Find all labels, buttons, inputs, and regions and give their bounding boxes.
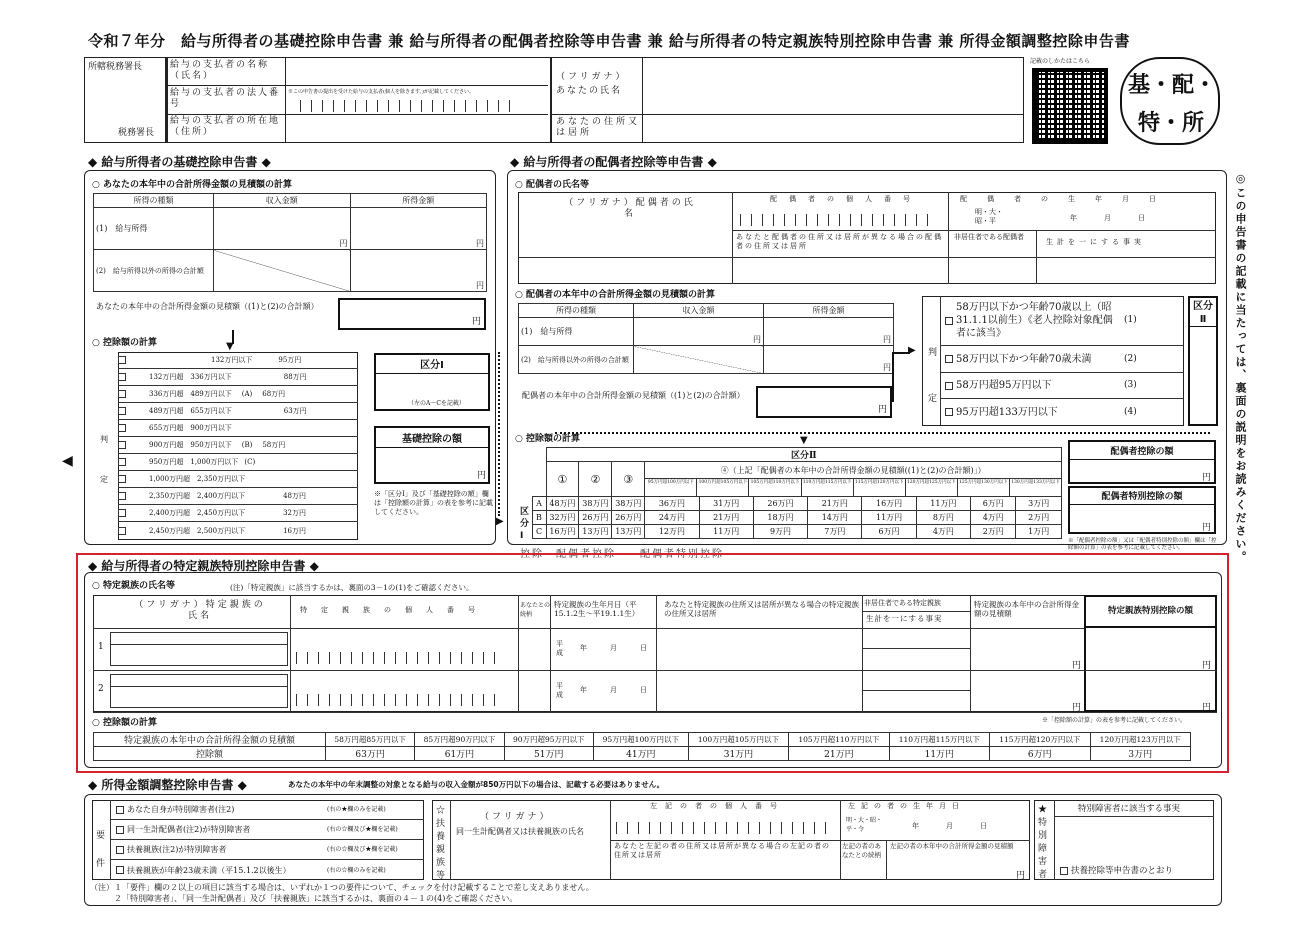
yen-unit: 円 [1202,661,1212,671]
adjust-same-as[interactable] [1060,866,1173,877]
col4-label: ④（上記「配偶者の本年中の合計所得金額の見積額((1)と(2)の合計額)」） [645,462,1061,479]
salary-income-field[interactable] [214,208,351,250]
matrix-subcol: 125万円超130万円以下 [958,479,1010,496]
range-row[interactable]: 489万円超 655万円以下 63万円 [118,403,358,420]
adjust-note1: （注）１「要件」欄の２以上の項目に該当する場合は、いずれか１つの要件について、チェックを付け記載することで差し支えありません。 [90,883,594,892]
relative-table-label: 特定親族の本年中の合計所得金額の見積額 [94,733,326,747]
relative-era: 平成 [556,682,563,699]
adjust-fact-label: 特別障害者に該当する事実 [1078,804,1181,814]
spouse-option[interactable]: 58万円超95万円以下 (3) [940,373,1184,399]
yen-unit: 円 [1202,523,1212,533]
spouse-nonresident-label: 非居住者である配偶者 [954,233,1024,241]
other-income-blank [214,250,351,292]
relative-range-cell: 95万円超100万円以下 [593,733,688,747]
yen-unit: 円 [477,471,487,481]
basic-income-table [93,193,487,292]
payer-number-note: ※この申告書の提出を受けた給与の支払者(個人を除きます。)が記載してください。 [288,89,475,95]
matrix-bottom-row: 控除 配偶者控除 配偶者特別控除 [520,549,724,560]
matrix-cell: 2万円 [1016,511,1062,525]
adjust-mynumber-label: 左記の者の個人番号 [650,802,785,810]
relative-range-cell: 100万円超105万円以下 [688,733,788,747]
matrix-cell: 21万円 [699,511,753,525]
form-title: 令和７年分 給与所得者の基礎控除申告書 兼 給与所得者の配偶者控除等申告書 兼 給与所得者の特定親族特別控除申告書 兼 所得金額調整控除申告書 [88,32,1130,50]
spouse-salary-amount[interactable] [764,318,894,346]
spouse-option[interactable]: 95万円超133万円以下 (4) [940,399,1184,425]
relative-furigana-name-label: （フリガナ）特定親族の氏名 [134,600,266,621]
matrix-cell: 24万円 [645,511,699,525]
relative-ymd: 年 月 日 [580,686,655,694]
yen-unit: 円 [476,281,484,290]
tax-office-suffix: 税務署長 [118,128,155,138]
range-row[interactable]: 132万円以下 95万円 [118,352,358,369]
basic-deduction-heading: ○ 控除額の計算 [92,338,157,348]
spouse-total-label: 配偶者の本年中の合計所得金額の見積額（(1)と(2)の合計額） [522,391,745,400]
yen-unit: 円 [1072,661,1082,671]
range-row[interactable]: 950万円超 1,000万円以下 (C) [118,454,358,471]
matrix-subcol: 100万円超105万円以下 [697,479,749,496]
spouse-judge-label: 判 定 [928,348,938,404]
adjust-mynumber-boxes[interactable] [616,822,836,837]
relative-range-cell: 85万円超90万円以下 [415,733,504,747]
adjust-section-heading: ◆ 所得金額調整控除申告書 ◆ [88,778,247,792]
spouse-other-amount[interactable] [764,346,894,374]
payer-number-boxes[interactable] [300,100,520,115]
your-name-label: あなたの氏名 [556,86,623,96]
relative-relation-label: あなたとの続柄 [520,602,551,618]
payer-number-label: 給与の支払者の法人番号 [170,88,281,109]
spouse-era: 明・大・昭・平 [975,208,1003,225]
row-other: (2) 給与所得以外の所得の合計額 [94,250,214,292]
form-badge-line2: 特・所 [1138,111,1205,136]
relative-row-num: 2 [98,684,104,694]
relative-birth-label: 特定親族の生年月日（平15.1.2生～平19.1.1生） [554,600,640,618]
qr-caption: 記載のしかたはこちら [1030,58,1091,65]
spouse-option[interactable]: 58万円以下かつ年齢70歳未満 (2) [940,346,1184,373]
matrix-subcol: 120万円超125万円以下 [906,479,958,496]
relative-amount-cell: 51万円 [504,747,593,761]
kubun2-title: 区分Ⅱ [1190,300,1216,327]
relative-amount-cell: 31万円 [688,747,788,761]
spouse-furigana-name-label: （フリガナ）配偶者の氏名 [564,198,696,219]
matrix-cell: 6万円 [862,525,916,539]
range-row[interactable]: 900万円超 950万円以下 (B) 58万円 [118,437,358,454]
payer-address-label: 給与の支払者の所在地（住所） [170,116,281,137]
relative-section-heading: ◆ 給与所得者の特定親族特別控除申告書 ◆ [88,557,323,574]
range-row[interactable]: 336万円超 489万円以下 (A) 68万円 [118,386,358,403]
relative-calc-heading: ○ 控除額の計算 [92,718,157,728]
matrix-row-key: B [532,511,546,525]
range-row[interactable]: 2,450万円超 2,500万円以下 16万円 [118,522,358,540]
range-row[interactable]: 1,000万円超 2,350万円以下 [118,471,358,488]
matrix-cell: 11万円 [862,511,916,525]
relative-deduction-title: 特定親族特別控除の額 [1107,606,1193,616]
matrix-cell: 13万円 [579,525,612,539]
col-amount: 所得金額 [350,194,487,208]
row-salary: (1) 給与所得 [519,318,634,346]
adjust-star-label: ☆扶養親族等 [436,806,446,881]
relative-name-heading: ○ 特定親族の氏名等 [92,581,175,591]
relative-calc-table [93,732,1191,761]
other-income-blank [634,346,764,374]
yen-unit: 円 [476,239,484,248]
relative-mynumber-label: 特定親族の個人番号 [300,606,489,614]
kubun1-title: 区分Ⅰ [374,356,490,374]
matrix-cell: 1万円 [1016,525,1062,539]
relative-amount-cell: 61万円 [415,747,504,761]
relative-mynumber-boxes[interactable] [296,694,505,709]
matrix-cell: 6万円 [971,497,1016,511]
range-row[interactable]: 132万円超 336万円以下 88万円 [118,369,358,386]
qr-code-icon[interactable] [1032,68,1108,144]
col-income: 収入金額 [634,304,764,318]
row-salary: (1) 給与所得 [94,208,214,250]
range-row[interactable]: 655万円超 900万円以下 [118,420,358,437]
matrix-cell: 13万円 [612,525,645,539]
matrix-subcol: 115万円超120万円以下 [854,479,906,496]
matrix-cell: 3万円 [1016,497,1062,511]
req-item[interactable]: 扶養親族が年齢23歳未満（平15.1.2以後生） (右の☆欄のみを記載) [110,860,424,880]
yen-unit: 円 [1202,473,1212,483]
relative-table-label2: 控除額 [94,747,326,761]
basic-deduction-title: 基礎控除の額 [374,430,490,448]
relative-range-cell: 105万円超110万円以下 [789,733,889,747]
matrix-cell: 26万円 [579,511,612,525]
adjust-ymd: 年 月 日 [912,822,997,830]
matrix-cell: 14万円 [808,511,862,525]
matrix-subcol: 95万円超100万円以下 [645,479,697,496]
adjust-relation-label: 左記の者のあなたとの続柄 [842,842,881,859]
adjust-items [110,800,424,880]
matrix-col: ② [579,462,612,497]
matrix-cell: 12万円 [645,525,699,539]
relative-row-num: 1 [98,642,104,652]
yen-unit: 円 [877,405,887,415]
spouse-mynumber-label: 配偶者の個人番号 [770,195,922,203]
yen-unit: 円 [883,335,891,344]
matrix-cell: 7万円 [808,525,862,539]
adjust-furigana: （フリガナ） [480,812,552,822]
matrix-cell: 31万円 [699,497,753,511]
relative-range-cell: 110万円超115万円以下 [889,733,989,747]
side-instruction-note: ◎この申告書の記載に当たっては、裏面の説明をお読みください。 [1234,172,1247,564]
matrix-cell: 9万円 [753,525,807,539]
other-amount-field[interactable] [350,250,487,292]
spouse-calc-heading: ○ 配偶者の本年中の合計所得金額の見積額の計算 [515,290,715,300]
relative-mynumber-boxes[interactable] [296,652,505,667]
relative-name-note: (注)「特定親族」に該当するかは、裏面の3－1の(1)をご確認ください。 [230,583,474,592]
matrix-row-key: A [532,497,546,511]
adjust-star2-label: ★特別障害者 [1038,805,1048,880]
matrix-subcol: 110万円超115万円以下 [802,479,854,496]
yen-unit: 円 [883,363,891,372]
matrix-cell: 21万円 [808,497,862,511]
relative-era: 平成 [556,640,563,657]
req-item[interactable]: 扶養親族(注2)が特別障害者 (右の☆欄及び★欄を記載) [110,840,424,860]
matrix-cell: 26万円 [753,497,807,511]
adjust-income-label: 左記の者の本年中の合計所得金額の見積額 [890,842,1014,850]
adjust-heading-note: あなたの本年中の年末調整の対象となる給与の収入金額が850万円以下の場合は、記載する必要はありません。 [288,780,665,789]
row-other: (2) 給与所得以外の所得の合計額 [519,346,634,374]
adjust-same-as-label: 扶養控除等申告書のとおり [1071,866,1174,876]
yen-unit: 円 [1072,703,1082,713]
relative-range-cell: 58万円超85万円以下 [326,733,415,747]
basic-total-label: あなたの本年中の合計所得金額の見積額（(1)と(2)の合計額） [96,302,319,311]
matrix-cell: 18万円 [753,511,807,525]
judge-label: 判 定 [100,435,108,484]
relative-address-label: あなたと特定親族の住所又は居所が異なる場合の特定親族の住所又は居所 [664,600,859,618]
salary-amount-field[interactable] [350,208,487,250]
matrix-cell: 4万円 [916,525,970,539]
spouse-ymd: 年 月 日 [1070,214,1155,222]
kubun1-side-label: 区分Ⅰ [520,507,530,541]
matrix-row-key: C [532,525,546,539]
form-badge-line1: 基・配・ [1128,73,1217,98]
relative-name-field[interactable] [110,674,288,708]
col-income: 収入金額 [214,194,351,208]
matrix-subcol: 130万円超133万円以下 [1011,480,1060,485]
matrix-col: ① [546,462,579,497]
kubun1-note: （左のA～Cを記載） [408,400,465,407]
yen-unit: 円 [1016,871,1026,881]
req-item[interactable]: 同一生計配偶者(注2)が特別障害者 (右の☆欄及び★欄を記載) [110,820,424,840]
relative-calc-note: ※「控除額の計算」の表を参考に記載してください。 [1042,717,1187,724]
basic-note: ※「区分Ⅰ」及び「基礎控除の額」欄は「控除額の計算」の表を参考に記載してください。 [374,490,493,516]
matrix-cell: 48万円 [546,497,579,511]
relative-ymd: 年 月 日 [580,644,655,652]
spouse-salary-income[interactable] [634,318,764,346]
relative-range-cell: 120万円超123万円以下 [1090,733,1191,747]
relative-income-label: 特定親族の本年中の合計所得金額の見積額 [974,600,1079,618]
adjust-era: 明・大・昭・平・令 [846,817,883,833]
relative-amount-cell: 21万円 [789,747,889,761]
matrix-cell: 32万円 [546,511,579,525]
adjust-address-label: あなたと左記の者の住所又は居所が異なる場合の左記の者の住所又は居所 [614,842,830,859]
relative-nonresident-label: 非居住者である特定親族 [864,599,941,607]
spouse-income-table [518,303,894,374]
relative-name-field[interactable] [110,632,288,666]
adjust-req-label: 要件 [96,831,106,869]
req-item[interactable]: あなた自身が特別障害者(注2) (右の★欄のみを記載) [110,800,424,820]
matrix-header: 区分Ⅱ [546,448,1062,462]
relative-amount-cell: 41万円 [593,747,688,761]
matrix-cell: 16万円 [862,497,916,511]
spouse-note: ※「配偶者控除の額」又は「配偶者特別控除の額」欄は「控除額の計算」の表を参考に記載してください。 [1068,538,1217,551]
adjust-name-label: 同一生計配偶者又は扶養親族の氏名 [456,827,584,836]
range-row[interactable]: 2,400万円超 2,450万円以下 32万円 [118,505,358,522]
adjust-note2: ２「特別障害者」、「同一生計配偶者」及び「扶養親族」に該当するかは、裏面の４－１の(4)をご確認ください。 [114,894,518,903]
matrix-cell: 11万円 [916,497,970,511]
spouse-name-heading: ○ 配偶者の氏名等 [515,180,589,190]
basic-calc-heading: ○ あなたの本年中の合計所得金額の見積額の計算 [92,180,292,190]
yen-unit: 円 [471,317,481,327]
col-type: 所得の種類 [519,304,634,318]
relative-sameliving-label: 生計を一にする事実 [866,614,943,623]
spouse-deduction-heading: ○ 控除額の計算 [515,434,580,444]
spouse-sameliving-label: 生計を一にする事実 [1046,238,1145,246]
yen-unit: 円 [339,239,348,248]
relative-amount-cell: 6万円 [990,747,1090,761]
matrix-cell: 16万円 [546,525,579,539]
matrix-cell: 38万円 [612,497,645,511]
matrix-cell: 26万円 [612,511,645,525]
your-address-label: あなたの住所又は居所 [556,117,641,138]
matrix-col4 [645,462,1062,497]
spouse-deduction-matrix [518,447,1062,539]
spouse-total-field[interactable] [756,386,892,418]
relative-amount-cell: 63万円 [326,747,415,761]
spouse-option[interactable]: 58万円以下かつ年齢70歳以上（昭31.1.1以前生）《老人控除対象配偶者に該当》 (1) [940,296,1184,346]
matrix-cell: 8万円 [916,511,970,525]
basic-section-heading: ◆ 給与所得者の基礎控除申告書 ◆ [88,155,271,169]
adjust-birth-label: 左記の者の生年月日 [848,802,965,810]
col-amount: 所得金額 [764,304,894,318]
matrix-cell: 38万円 [579,497,612,511]
payer-name-label: 給与の支払者の名称（氏名） [170,60,270,81]
spouse-address-label: あなたと配偶者の住所又は居所が異なる場合の配偶者の住所又は居所 [736,233,943,250]
relative-amount-cell: 11万円 [889,747,989,761]
spouse-mynumber-boxes[interactable] [740,214,938,229]
spouse-deduction-title: 配偶者控除の額 [1068,444,1216,460]
range-row[interactable]: 2,350万円超 2,400万円以下 48万円 [118,488,358,505]
tax-office-label: 所轄税務署長 [88,62,143,72]
matrix-subcol: 105万円超110万円以下 [749,479,801,496]
furigana-label: （フリガナ） [556,72,628,82]
spouse-judge-options [940,296,1184,425]
matrix-cell: 11万円 [699,525,753,539]
matrix-cell: 2万円 [971,525,1016,539]
relative-amount-cell: 3万円 [1090,747,1191,761]
relative-range-cell: 115万円超120万円以下 [990,733,1090,747]
basic-judge-rows [118,352,358,540]
spouse-birth-label: 配偶者の生年月日 [960,195,1176,203]
special-deduction-title: 配偶者特別控除の額 [1068,489,1216,505]
col-type: 所得の種類 [94,194,214,208]
yen-unit: 円 [1202,703,1212,713]
matrix-cell: 4万円 [971,511,1016,525]
relative-range-cell: 90万円超95万円以下 [504,733,593,747]
spouse-section-heading: ◆ 給与所得者の配偶者控除等申告書 ◆ [510,155,717,169]
matrix-cell: 36万円 [645,497,699,511]
basic-total-field[interactable] [338,298,486,330]
yen-unit: 円 [753,335,761,344]
matrix-col: ③ [612,462,645,497]
